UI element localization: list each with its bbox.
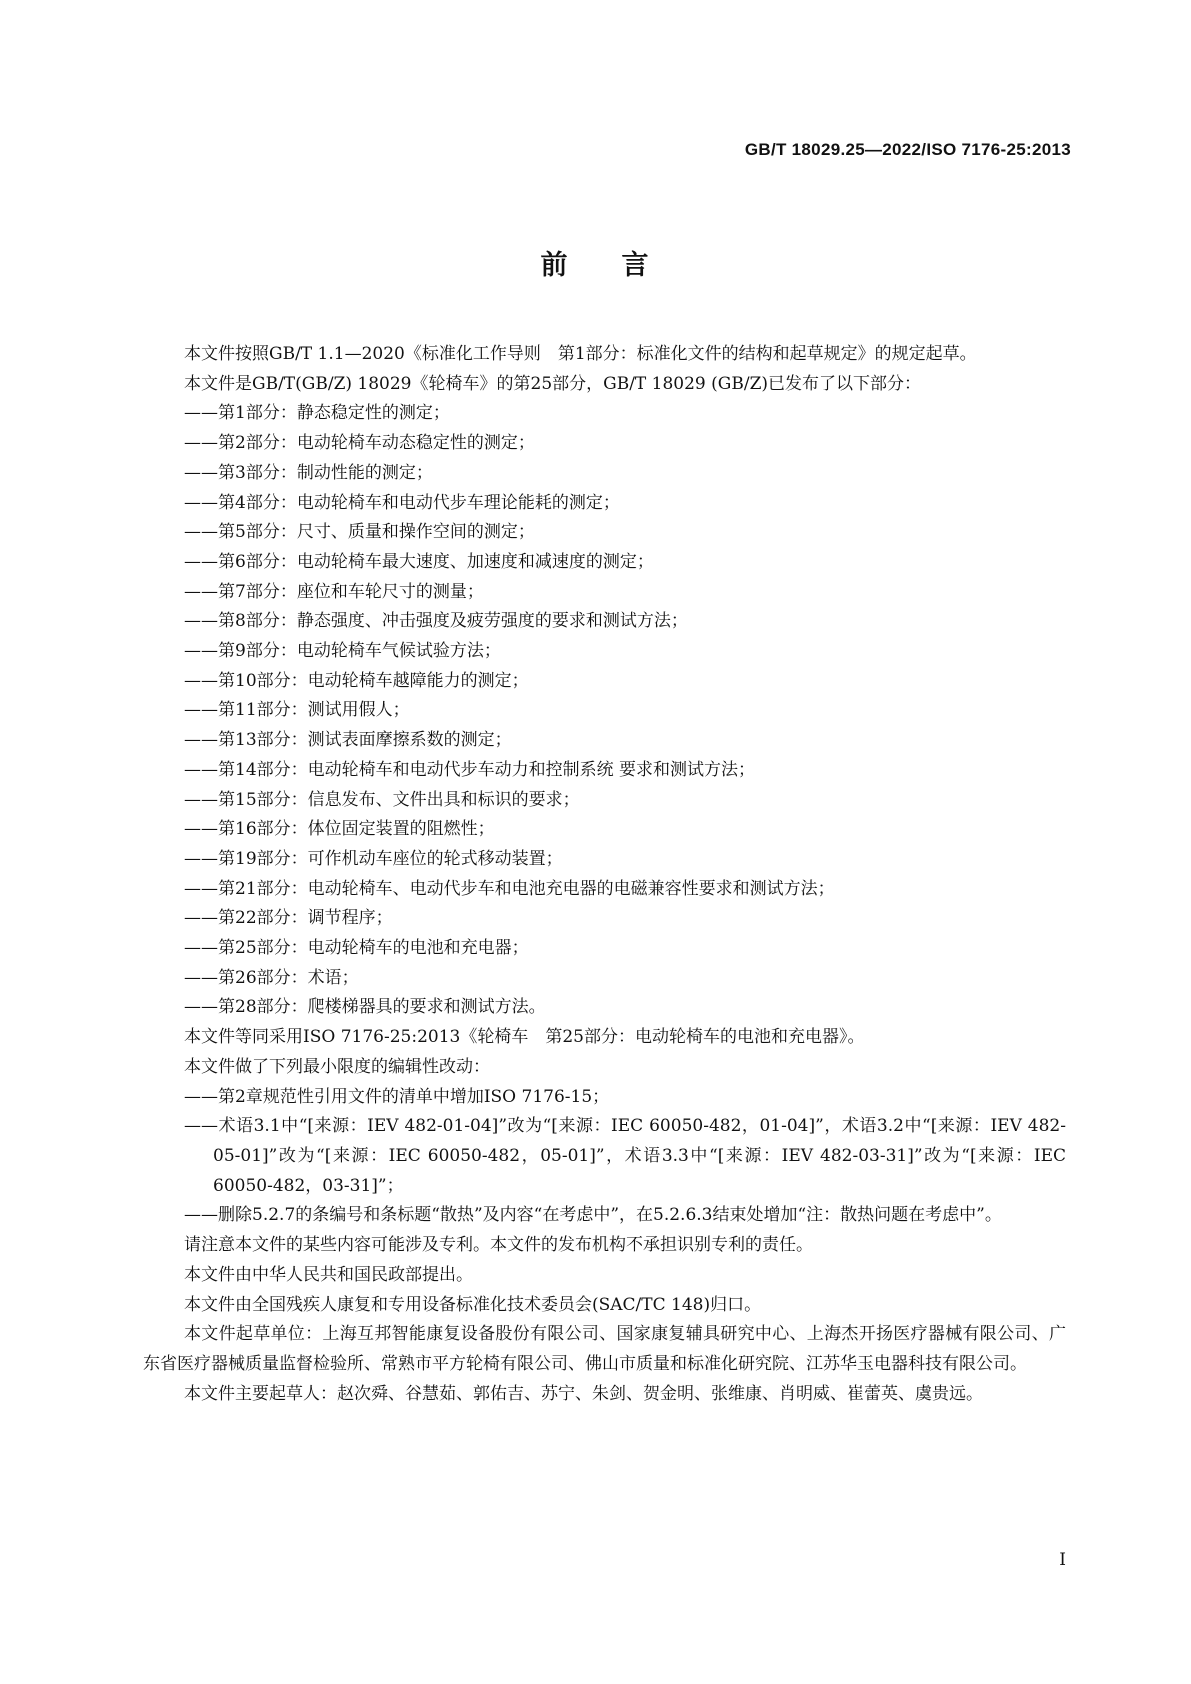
part-list-item: ——第21部分：电动轮椅车、电动代步车和电池充电器的电磁兼容性要求和测试方法； [184,878,835,899]
drafters: 本文件主要起草人：赵次舜、谷慧茹、郭佑吉、苏宁、朱剑、贺金明、张维康、肖明威、崔蕾英、虞贵远。 [184,1383,983,1404]
part-list-item: ——第28部分：爬楼梯器具的要求和测试方法。 [184,997,546,1018]
part-list-item: ——第16部分：体位固定装置的阻燃性； [184,819,495,840]
proposed-by: 本文件由中华人民共和国民政部提出。 [184,1264,473,1285]
administered-by: 本文件由全国残疾人康复和专用设备标准化技术委员会(SAC/TC 148)归口。 [184,1294,762,1315]
edits-intro: 本文件做了下列最小限度的编辑性改动： [184,1056,490,1077]
part-list-item: ——第26部分：术语； [184,967,359,988]
part-list-item: ——第4部分：电动轮椅车和电动代步车理论能耗的测定； [184,492,620,513]
part-list-item: ——第5部分：尺寸、质量和操作空间的测定； [184,522,535,543]
edit-list-item: ——第2章规范性引用文件的清单中增加ISO 7176-15； [184,1086,610,1107]
intro-paragraph-1: 本文件按照GB/T 1.1—2020《标准化工作导则 第1部分：标准化文件的结构和起草规定》的规定起草。 [184,344,977,364]
foreword-body [143,340,1066,1409]
standard-code-header: GB/T 18029.25—2022/ISO 7176-25:2013 [744,140,1071,159]
drafting-units: 本文件起草单位：上海互邦智能康复设备股份有限公司、国家康复辅具研究中心、上海杰开扬医疗器械有限公司、广东省医疗器械质量监督检验所、常熟市平方轮椅有限公司、佛山市质量和标准化研究院、江苏华玉电器科技有限公司。 [143,1324,1066,1374]
page-number: I [1059,1550,1066,1570]
part-list-item: ——第8部分：静态强度、冲击强度及疲劳强度的要求和测试方法； [184,611,688,632]
page-title [0,243,1191,282]
part-list-item: ——第14部分：电动轮椅车和电动代步车动力和控制系统 要求和测试方法； [184,759,756,780]
part-list-item: ——第11部分：测试用假人； [184,700,410,721]
part-list-item: ——第1部分：静态稳定性的测定； [184,403,450,424]
patent-notice: 请注意本文件的某些内容可能涉及专利。本文件的发布机构不承担识别专利的责任。 [184,1235,813,1256]
adoption-statement: 本文件等同采用ISO 7176-25:2013《轮椅车 第25部分：电动轮椅车的电池和充电器》。 [184,1027,865,1048]
part-list-item: ——第9部分：电动轮椅车气候试验方法； [184,641,501,662]
part-list-item: ——第10部分：电动轮椅车越障能力的测定； [184,670,529,691]
part-list-item: ——第6部分：电动轮椅车最大速度、加速度和减速度的测定； [184,551,654,572]
title-char-1: 前 [540,250,570,281]
part-list-item: ——第3部分：制动性能的测定； [184,462,433,483]
title-char-2: 言 [621,250,651,281]
part-list-item: ——第19部分：可作机动车座位的轮式移动装置； [184,848,563,869]
part-list-item: ——第25部分：电动轮椅车的电池和充电器； [184,938,529,959]
part-list-item: ——第7部分：座位和车轮尺寸的测量； [184,581,484,602]
part-list-item: ——第15部分：信息发布、文件出具和标识的要求； [184,789,580,810]
edit-list-item: ——删除5.2.7的条编号和条标题“散热”及内容“在考虑中”，在5.2.6.3结束处增加“注：散热问题在考虑中”。 [184,1205,1002,1226]
part-list-item: ——第22部分：调节程序； [184,908,393,929]
part-list-item: ——第13部分：测试表面摩擦系数的测定； [184,730,512,751]
intro-paragraph-2: 本文件是GB/T(GB/Z) 18029《轮椅车》的第25部分，GB/T 18029 (GB/Z)已发布了以下部分： [184,373,922,394]
part-list-item: ——第2部分：电动轮椅车动态稳定性的测定； [184,433,535,454]
edit-list-item: ——术语3.1中“[来源：IEV 482-01-04]”改为“[来源：IEC 60050-482，01-04]”，术语3.2中“[来源：IEV 482-05-01]”改为“[来源：IEC 60050-482，05-01]”，术语3.3中“[来源：IEV 482-03-31]”改为“[来源：IEC 60050-482，03-31]”； [184,1116,1066,1196]
